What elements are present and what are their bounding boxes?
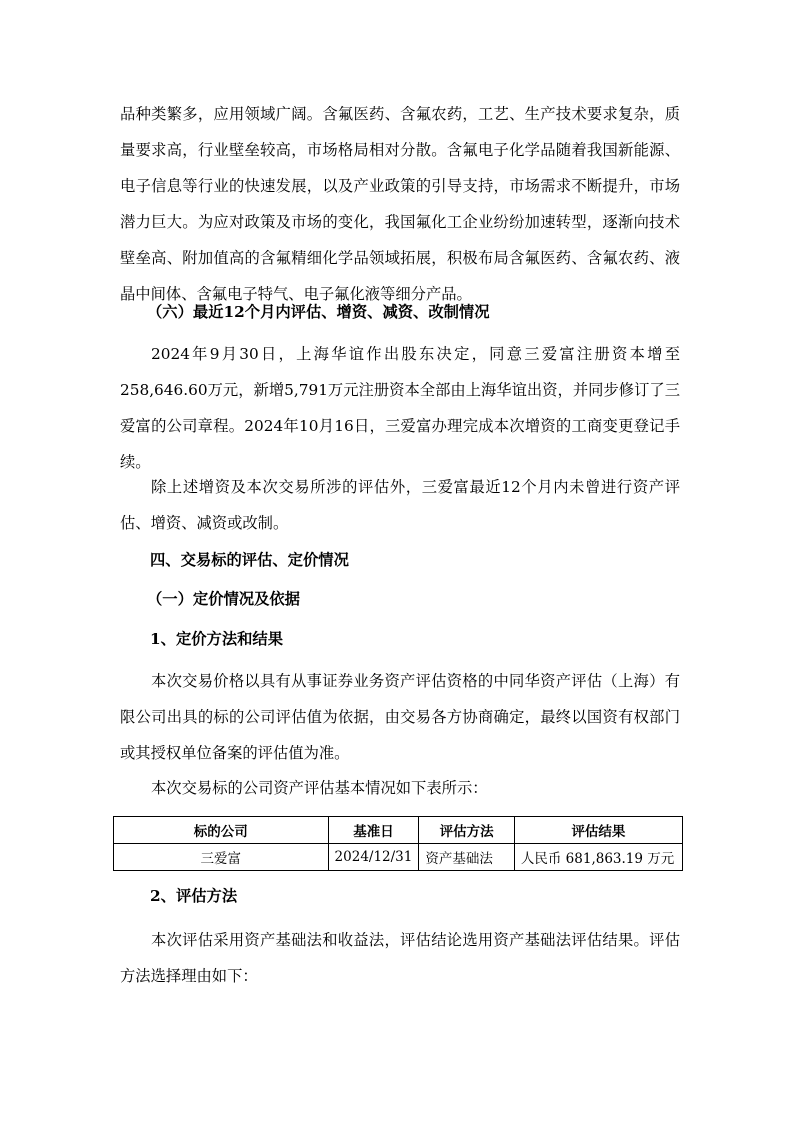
table-header-result: 评估结果 [514, 817, 682, 844]
section-heading-pricing-basis: （一）定价情况及依据 [147, 590, 300, 608]
paragraph-table-intro: 本次交易标的公司资产评估基本情况如下表所示： [151, 779, 488, 797]
table-header-base-date: 基准日 [328, 817, 419, 844]
table-cell-method: 资产基础法 [419, 844, 515, 871]
paragraph-evaluation-method: 本次评估采用资产基础法和收益法，评估结论选用资产基础法评估结果。评估方法选择理由如下： [120, 931, 680, 985]
evaluation-table [113, 816, 683, 871]
section-heading-valuation-pricing: 四、交易标的评估、定价情况 [150, 551, 349, 569]
paragraph-fluorochemical-industry: 品种类繁多，应用领域广阔。含氟医药、含氟农药，工艺、生产技术要求复杂，质量要求高，行业壁垒较高，市场格局相对分散。含氟电子化学品随着我国新能源、电子信息等行业的快速发展，以及产业政策的引导支持，市场需求不断提升，市场潜力巨大。为应对政策及市场的变化，我国氟化工企业纷纷加速转型，逐渐向技术壁垒高、附加值高的含氟精细化学品领域拓展，积极布局含氟医药、含氟农药、液晶中间体、含氟电子特气、电子氟化液等细分产品。 [120, 105, 680, 303]
table-header-row [114, 817, 683, 844]
table-cell-company: 三爱富 [114, 844, 329, 871]
section-heading-pricing-method: 1、定价方法和结果 [150, 630, 284, 648]
paragraph-pricing-basis: 本次交易价格以具有从事证券业务资产评估资格的中同华资产评估（上海）有限公司出具的标的公司评估值为依据，由交易各方协商确定，最终以国资有权部门或其授权单位备案的评估值为准。 [120, 672, 680, 762]
section-heading-recent-12-months: （六）最近12个月内评估、增资、减资、改制情况 [147, 303, 490, 321]
table-header-company: 标的公司 [114, 817, 329, 844]
paragraph-no-other-evaluation: 除上述增资及本次交易所涉的评估外，三爱富最近12个月内未曾进行资产评估、增资、减资或改制。 [120, 478, 680, 532]
table-cell-base-date: 2024/12/31 [328, 844, 419, 871]
table-header-method: 评估方法 [419, 817, 515, 844]
table-row [114, 844, 683, 871]
paragraph-capital-increase: 2024年9月30日，上海华谊作出股东决定，同意三爱富注册资本增至258,646.60万元，新增5,791万元注册资本全部由上海华谊出资，并同步修订了三爱富的公司章程。2024年10月16日，三爱富办理完成本次增资的工商变更登记手续。 [120, 345, 680, 471]
section-heading-evaluation-method: 2、评估方法 [150, 887, 238, 905]
table-cell-result: 人民币 681,863.19 万元 [514, 844, 682, 871]
